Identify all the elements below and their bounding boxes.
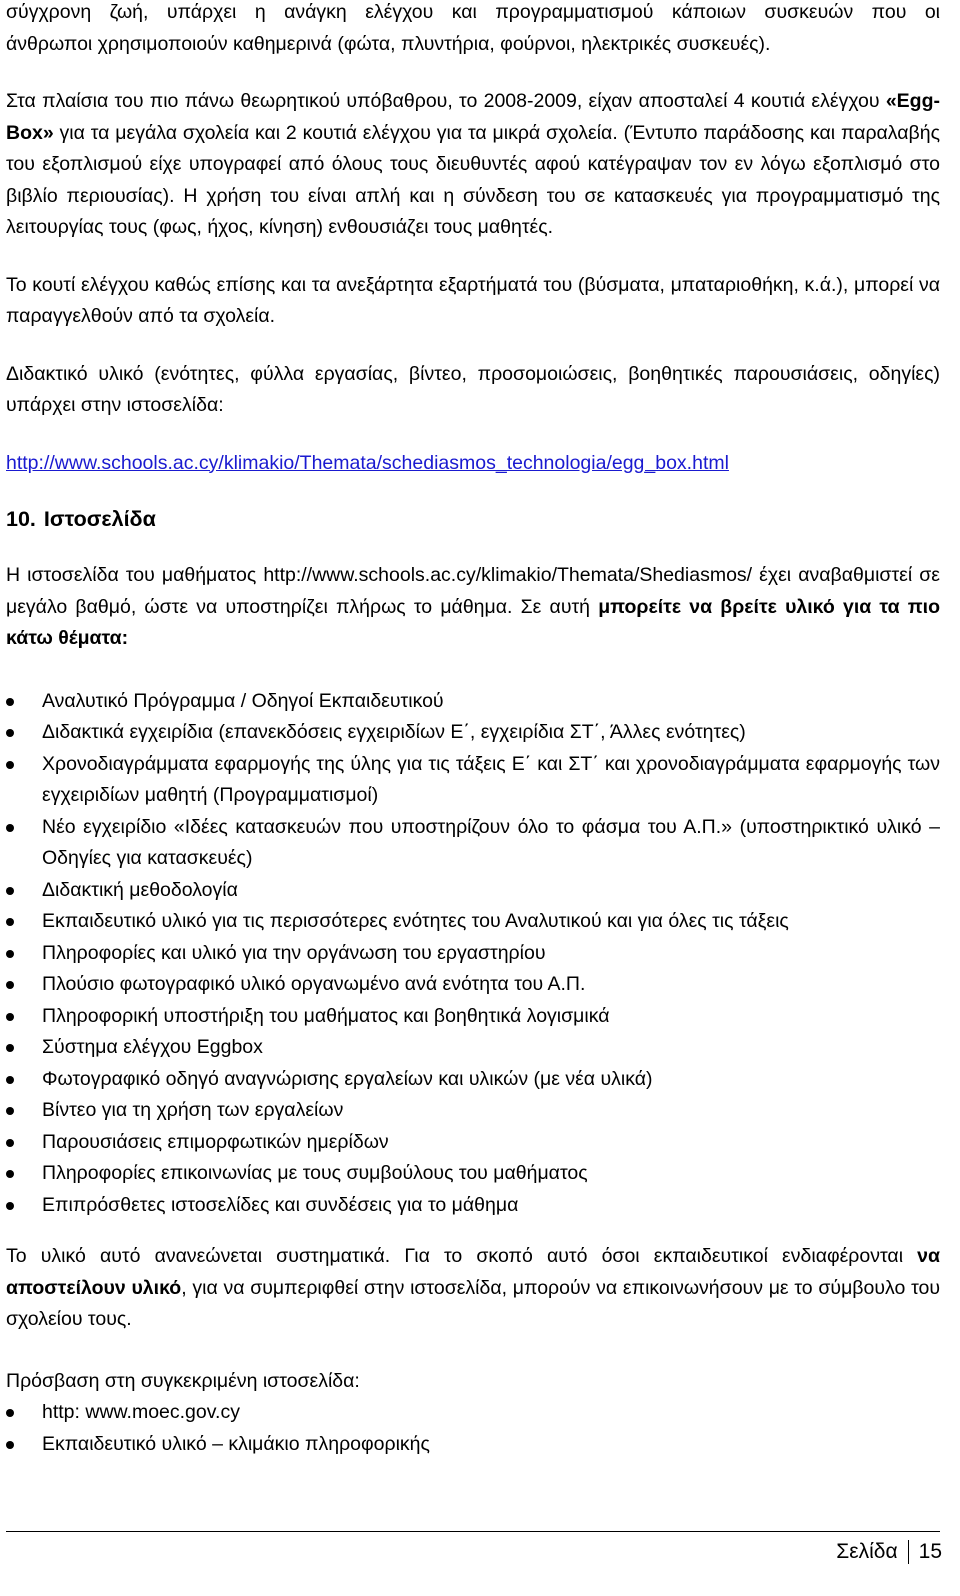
list-item: Βίντεο για τη χρήση των εργαλείων — [6, 1095, 940, 1127]
list-item: Φωτογραφικό οδηγό αναγνώρισης εργαλείων και υλικών (με νέα υλικά) — [6, 1064, 940, 1096]
bullet-icon — [6, 950, 14, 958]
material-paragraph: Διδακτικό υλικό (ενότητες, φύλλα εργασίας, βίντεο, προσομοιώσεις, βοηθητικές παρουσιάσεις, οδηγίες) υπάρχει στην ιστοσελίδα: — [6, 362, 940, 416]
bullet-icon — [6, 1139, 14, 1147]
contribute-bold: να αποστείλουν υλικό — [6, 1245, 940, 1299]
intro-line-2: άνθρωποι χρησιμοποιούν καθημερινά (φώτα, πλυντήρια, φούρνοι, ηλεκτρικές συσκευές). — [6, 32, 771, 55]
document-page — [6, 0, 940, 1460]
list-item: Εκπαιδευτικό υλικό – κλιμάκιο πληροφορικής — [6, 1429, 940, 1461]
contribute-paragraph — [6, 1241, 940, 1336]
bullet-icon — [6, 729, 14, 737]
access-list — [6, 1397, 940, 1460]
bullet-icon — [6, 1170, 14, 1178]
eggbox-bold: «Egg-Box» — [6, 90, 940, 144]
list-item: Επιπρόσθετες ιστοσελίδες και συνδέσεις για το μάθημα — [6, 1190, 940, 1222]
bullet-icon — [6, 1076, 14, 1084]
material-link[interactable]: http://www.schools.ac.cy/klimakio/Themata/schediasmos_technologia/egg_box.html — [6, 451, 729, 474]
order-paragraph: Το κουτί ελέγχου καθώς επίσης και τα ανεξάρτητα εξαρτήματά του (βύσματα, μπαταριοθήκη, κ.ά.), μπορεί να παραγγελθούν από τα σχολεία. — [6, 273, 940, 327]
list-item: Διδακτική μεθοδολογία — [6, 875, 940, 907]
eggbox-text-2: για τα μεγάλα σχολεία και 2 κουτιά ελέγχου για τα μικρά σχολεία. (Έντυπο παράδοσης και παραλαβής του εξοπλισμού είχε υπογραφεί από όλους τους διευθυντές αφού κατέγραψαν τον εν λόγω εξοπλισμό στο βιβλίο περιουσίας). Η χρήση του είναι απλή και η σύνδεση του σε κατασκευές για προγραμματισμό της λειτουργίας τους (φως, ήχος, κίνηση) ενθουσιάζει τους μαθητές. — [6, 121, 940, 238]
list-item[interactable]: http: www.moec.gov.cy — [6, 1397, 940, 1429]
bullet-icon — [6, 918, 14, 926]
bullet-icon — [6, 1202, 14, 1210]
list-item: Πληροφορική υποστήριξη του μαθήματος και βοηθητικά λογισμικά — [6, 1001, 940, 1033]
bullet-icon — [6, 824, 14, 832]
intro-line-1: σύγχρονη ζωή, υπάρχει η ανάγκη ελέγχου και προγραμματισμού κάποιων συσκευών που οι — [6, 1, 940, 23]
contribute-text-1: Το υλικό αυτό ανανεώνεται συστηματικά. Για το σκοπό αυτό όσοι εκπαιδευτικοί ενδιαφέρονται — [6, 1245, 918, 1267]
bullet-icon — [6, 698, 14, 706]
list-item: Νέο εγχειρίδιο «Ιδέες κατασκευών που υποστηρίζουν όλο το φάσμα του Α.Π.» (υποστηρικτικό υλικό – Οδηγίες για κατασκευές) — [6, 812, 940, 875]
website-text: Η ιστοσελίδα του μαθήματος http://www.schools.ac.cy/klimakio/Themata/Shediasmos/ έχει αναβαθμιστεί σε μεγάλο βαθμό, ώστε να υποστηρίζει πλήρως το μάθημα. Σε αυτή — [6, 564, 940, 618]
page-label: Σελίδα — [836, 1540, 898, 1563]
list-item: Πληροφορίες και υλικό για την οργάνωση του εργαστηρίου — [6, 938, 940, 970]
bullet-icon — [6, 1409, 14, 1417]
footer-divider — [6, 1531, 940, 1532]
list-item: Παρουσιάσεις επιμορφωτικών ημερίδων — [6, 1127, 940, 1159]
section-heading — [6, 504, 940, 534]
section-title: Ιστοσελίδα — [43, 507, 156, 531]
bullet-icon — [6, 981, 14, 989]
page-number: 15 — [918, 1540, 942, 1563]
eggbox-paragraph — [6, 86, 940, 244]
section-number: 10. — [6, 507, 36, 531]
list-item: Εκπαιδευτικό υλικό για τις περισσότερες ενότητες του Αναλυτικού και για όλες τις τάξεις — [6, 906, 940, 938]
bullet-icon — [6, 887, 14, 895]
contribute-text-2: , για να συμπεριφθεί στην ιστοσελίδα, μπορούν να επικοινωνήσουν με το σύμβουλο του σχολείου τους. — [6, 1276, 941, 1330]
access-label: Πρόσβαση στη συγκεκριμένη ιστοσελίδα: — [6, 1369, 360, 1392]
topics-list — [6, 686, 940, 1222]
bullet-icon — [6, 1044, 14, 1052]
website-bold: μπορείτε να βρείτε υλικό για τα πιο κάτω θέματα: — [6, 595, 940, 649]
footer-separator — [908, 1540, 909, 1564]
page-footer — [836, 1537, 942, 1567]
bullet-icon — [6, 1013, 14, 1021]
list-item: Χρονοδιαγράμματα εφαρμογής της ύλης για τις τάξεις Ε΄ και ΣΤ΄ και χρονοδιαγράμματα εφαρμογής των εγχειριδίων μαθητή (Προγραμματισμοί) — [6, 749, 940, 812]
list-item: Πλούσιο φωτογραφικό υλικό οργανωμένο ανά ενότητα του Α.Π. — [6, 969, 940, 1001]
list-item: Διδακτικά εγχειρίδια (επανεκδόσεις εγχειριδίων Ε΄, εγχειρίδια ΣΤ΄, Άλλες ενότητες) — [6, 717, 940, 749]
list-item: Πληροφορίες επικοινωνίας με τους συμβούλους του μαθήματος — [6, 1158, 940, 1190]
website-paragraph — [6, 560, 940, 655]
bullet-icon — [6, 1107, 14, 1115]
list-item: Σύστημα ελέγχου Eggbox — [6, 1032, 940, 1064]
list-item: Αναλυτικό Πρόγραμμα / Οδηγοί Εκπαιδευτικού — [6, 686, 940, 718]
bullet-icon — [6, 761, 14, 769]
bullet-icon — [6, 1441, 14, 1449]
eggbox-text-1: Στα πλαίσια του πιο πάνω θεωρητικού υπόβαθρου, το 2008-2009, είχαν αποσταλεί 4 κουτιά ελέγχου — [6, 90, 886, 112]
